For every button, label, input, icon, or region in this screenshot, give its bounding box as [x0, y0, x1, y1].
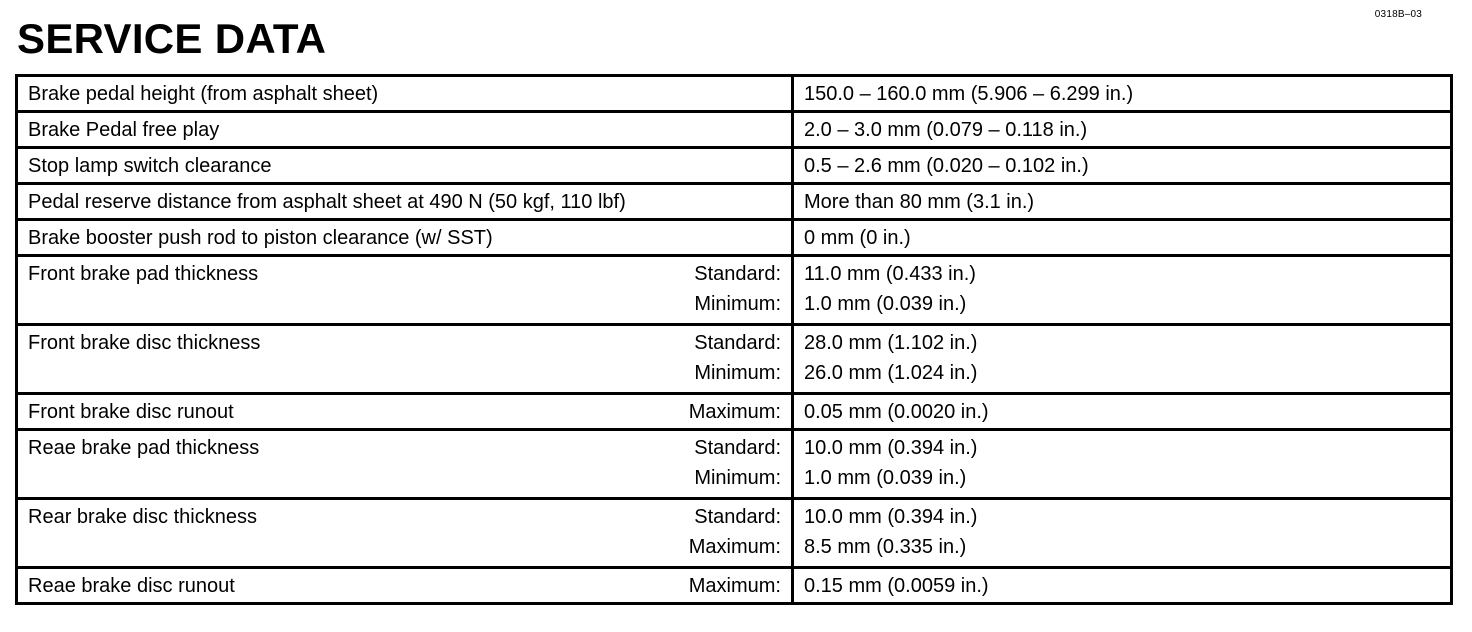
spec-label: Maximum:: [688, 536, 781, 558]
value-cell: [793, 394, 1452, 430]
item-name: Reae brake pad thickness: [28, 437, 260, 459]
item-name: Front brake disc runout: [28, 401, 234, 423]
item-name: Brake booster push rod to piston clearance (w/ SST): [28, 227, 493, 249]
spec-label: Minimum:: [694, 293, 781, 315]
item-wrap: [28, 259, 781, 319]
item-wrap: [28, 396, 781, 428]
item-cell: [17, 76, 793, 112]
item-wrap: [28, 502, 781, 562]
spec-labels: [689, 396, 781, 428]
spec-label: Standard:: [694, 506, 781, 528]
item-cell: [17, 568, 793, 604]
item-name: Reae brake disc runout: [28, 575, 235, 597]
value-cell: [793, 184, 1452, 220]
table-row: [17, 325, 1452, 394]
spec-label: Standard:: [694, 437, 781, 459]
service-data-table: [15, 74, 1453, 605]
value-cell: [793, 256, 1452, 325]
spec-labels: [694, 259, 781, 319]
item-name: Brake Pedal free play: [28, 119, 220, 141]
spec-value: 10.0 mm (0.394 in.): [804, 506, 978, 528]
item-wrap: [28, 222, 781, 254]
item-cell: [17, 112, 793, 148]
spec-value: 8.5 mm (0.335 in.): [804, 536, 967, 558]
item-cell: [17, 499, 793, 568]
spec-value: 28.0 mm (1.102 in.): [804, 332, 978, 354]
spec-value: 1.0 mm (0.039 in.): [804, 467, 967, 489]
value-cell: [793, 148, 1452, 184]
service-data-table-body: [17, 76, 1452, 604]
spec-value: 2.0 – 3.0 mm (0.079 – 0.118 in.): [804, 119, 1088, 141]
spec-labels: [689, 570, 781, 602]
spec-label: Standard:: [694, 263, 781, 285]
spec-value: More than 80 mm (3.1 in.): [804, 191, 1035, 213]
item-cell: [17, 184, 793, 220]
item-wrap: [28, 328, 781, 388]
table-row: [17, 220, 1452, 256]
item-cell: [17, 148, 793, 184]
spec-value: 11.0 mm (0.433 in.): [804, 263, 976, 285]
doc-code: 0318B–03: [1374, 9, 1422, 20]
table-row: [17, 430, 1452, 499]
item-cell: [17, 325, 793, 394]
spec-labels: [694, 433, 781, 493]
item-wrap: [28, 78, 781, 110]
item-cell: [17, 220, 793, 256]
value-cell: [793, 112, 1452, 148]
item-name: Pedal reserve distance from asphalt sheet at 490 N (50 kgf, 110 lbf): [28, 191, 626, 213]
value-cell: [793, 220, 1452, 256]
item-wrap: [28, 114, 781, 146]
spec-labels: [689, 502, 781, 562]
spec-value: 0.5 – 2.6 mm (0.020 – 0.102 in.): [804, 155, 1089, 177]
value-cell: [793, 499, 1452, 568]
spec-value: 1.0 mm (0.039 in.): [804, 293, 967, 315]
table-row: [17, 499, 1452, 568]
value-cell: [793, 325, 1452, 394]
item-name: Stop lamp switch clearance: [28, 155, 272, 177]
spec-label: Minimum:: [694, 362, 781, 384]
table-row: [17, 112, 1452, 148]
table-row: [17, 148, 1452, 184]
value-cell: [793, 430, 1452, 499]
table-row: [17, 256, 1452, 325]
item-cell: [17, 256, 793, 325]
spec-value: 0 mm (0 in.): [804, 227, 911, 249]
item-name: Rear brake disc thickness: [28, 506, 257, 528]
value-cell: [793, 568, 1452, 604]
spec-value: 10.0 mm (0.394 in.): [804, 437, 978, 459]
item-name: Brake pedal height (from asphalt sheet): [28, 83, 379, 105]
item-name: Front brake pad thickness: [28, 263, 259, 285]
table-row: [17, 76, 1452, 112]
item-wrap: [28, 150, 781, 182]
item-wrap: [28, 433, 781, 493]
spec-labels: [694, 328, 781, 388]
table-row: [17, 184, 1452, 220]
spec-value: 150.0 – 160.0 mm (5.906 – 6.299 in.): [804, 83, 1134, 105]
value-cell: [793, 76, 1452, 112]
page-title: SERVICE DATA: [17, 15, 327, 62]
spec-label: Standard:: [694, 332, 781, 354]
table-row: [17, 568, 1452, 604]
spec-value: 0.05 mm (0.0020 in.): [804, 401, 989, 423]
item-wrap: [28, 570, 781, 602]
spec-value: 26.0 mm (1.024 in.): [804, 362, 978, 384]
spec-label: Maximum:: [688, 575, 781, 597]
spec-label: Minimum:: [694, 467, 781, 489]
item-cell: [17, 394, 793, 430]
spec-label: Maximum:: [688, 401, 781, 423]
item-cell: [17, 430, 793, 499]
item-wrap: [28, 186, 781, 218]
item-name: Front brake disc thickness: [28, 332, 261, 354]
table-row: [17, 394, 1452, 430]
spec-value: 0.15 mm (0.0059 in.): [804, 575, 989, 597]
